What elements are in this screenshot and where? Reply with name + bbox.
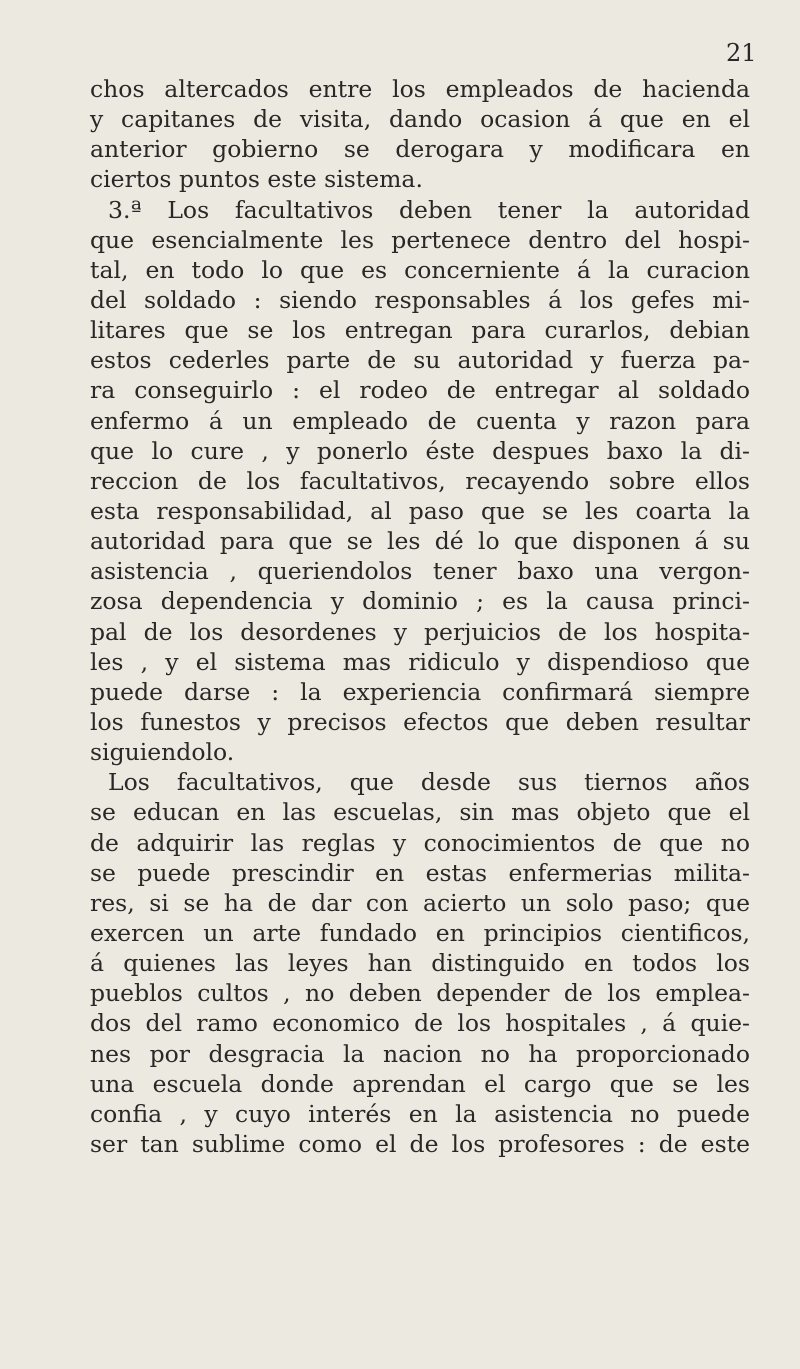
text-line: tal, en todo lo que es concerniente á la curacion (90, 255, 750, 284)
paragraph-start-line: 3.ª Los facultativos deben tener la autoridad (108, 195, 750, 224)
text-line: estos cederles parte de su autoridad y fuerza pa- (90, 346, 750, 375)
text-line: dos del ramo economico de los hospitales , á quie- (90, 1009, 750, 1038)
text-line: se educan en las escuelas, sin mas objeto que el (90, 798, 750, 827)
text-line: de adquirir las reglas y conocimientos de que no (90, 828, 750, 857)
text-line: exercen un arte fundado en principios cientificos, (90, 918, 750, 947)
text-line: esta responsabilidad, al paso que se les coarta la (90, 496, 750, 525)
text-line: anterior gobierno se derogara y modificara en (90, 135, 750, 164)
text-line: confia , y cuyo interés en la asistencia no puede (90, 1099, 750, 1128)
text-line: los funestos y precisos efectos que deben resultar (90, 707, 750, 736)
text-line: zosa dependencia y dominio ; es la causa princi- (90, 587, 750, 616)
text-line: del soldado : siendo responsables á los gefes mi- (90, 285, 750, 314)
text-line: siguiendolo. (90, 738, 235, 767)
text-line: á quienes las leyes han distinguido en todos los (90, 949, 750, 978)
text-line: les , y el sistema mas ridiculo y dispendioso que (90, 647, 750, 676)
text-line: asistencia , queriendolos tener baxo una vergon- (90, 557, 750, 586)
text-line: pal de los desordenes y perjuicios de los hospita- (90, 617, 750, 646)
text-line: y capitanes de visita, dando ocasion á que en el (90, 105, 750, 134)
text-line: autoridad para que se les dé lo que disponen á su (90, 527, 750, 556)
text-line: nes por desgracia la nacion no ha proporcionado (90, 1039, 750, 1068)
text-line: res, si se ha de dar con acierto un solo paso; que (90, 888, 750, 917)
text-line: que esencialmente les pertenece dentro del hospi- (90, 225, 750, 254)
paragraph-start-line: Los facultativos, que desde sus tiernos años (108, 768, 750, 797)
text-line: ser tan sublime como el de los profesores : de este (90, 1129, 750, 1158)
body-text (90, 74, 750, 1159)
text-line: que lo cure , y ponerlo éste despues baxo la di- (90, 436, 750, 465)
text-line: reccion de los facultativos, recayendo sobre ellos (90, 466, 750, 495)
text-line: ra conseguirlo : el rodeo de entregar al soldado (90, 376, 750, 405)
text-line: chos altercados entre los empleados de hacienda (90, 75, 750, 103)
text-line: enfermo á un empleado de cuenta y razon para (90, 406, 750, 435)
text-line: puede darse : la experiencia confirmará siempre (90, 677, 750, 706)
text-line: se puede prescindir en estas enfermerias milita- (90, 858, 750, 887)
text-line: litares que se los entregan para curarlos, debian (90, 316, 750, 345)
page-number: 21 (726, 39, 757, 67)
text-line: ciertos puntos este sistema. (90, 165, 423, 194)
text-line: una escuela donde aprendan el cargo que se les (90, 1069, 750, 1098)
text-line: pueblos cultos , no deben depender de los emplea- (90, 979, 750, 1008)
